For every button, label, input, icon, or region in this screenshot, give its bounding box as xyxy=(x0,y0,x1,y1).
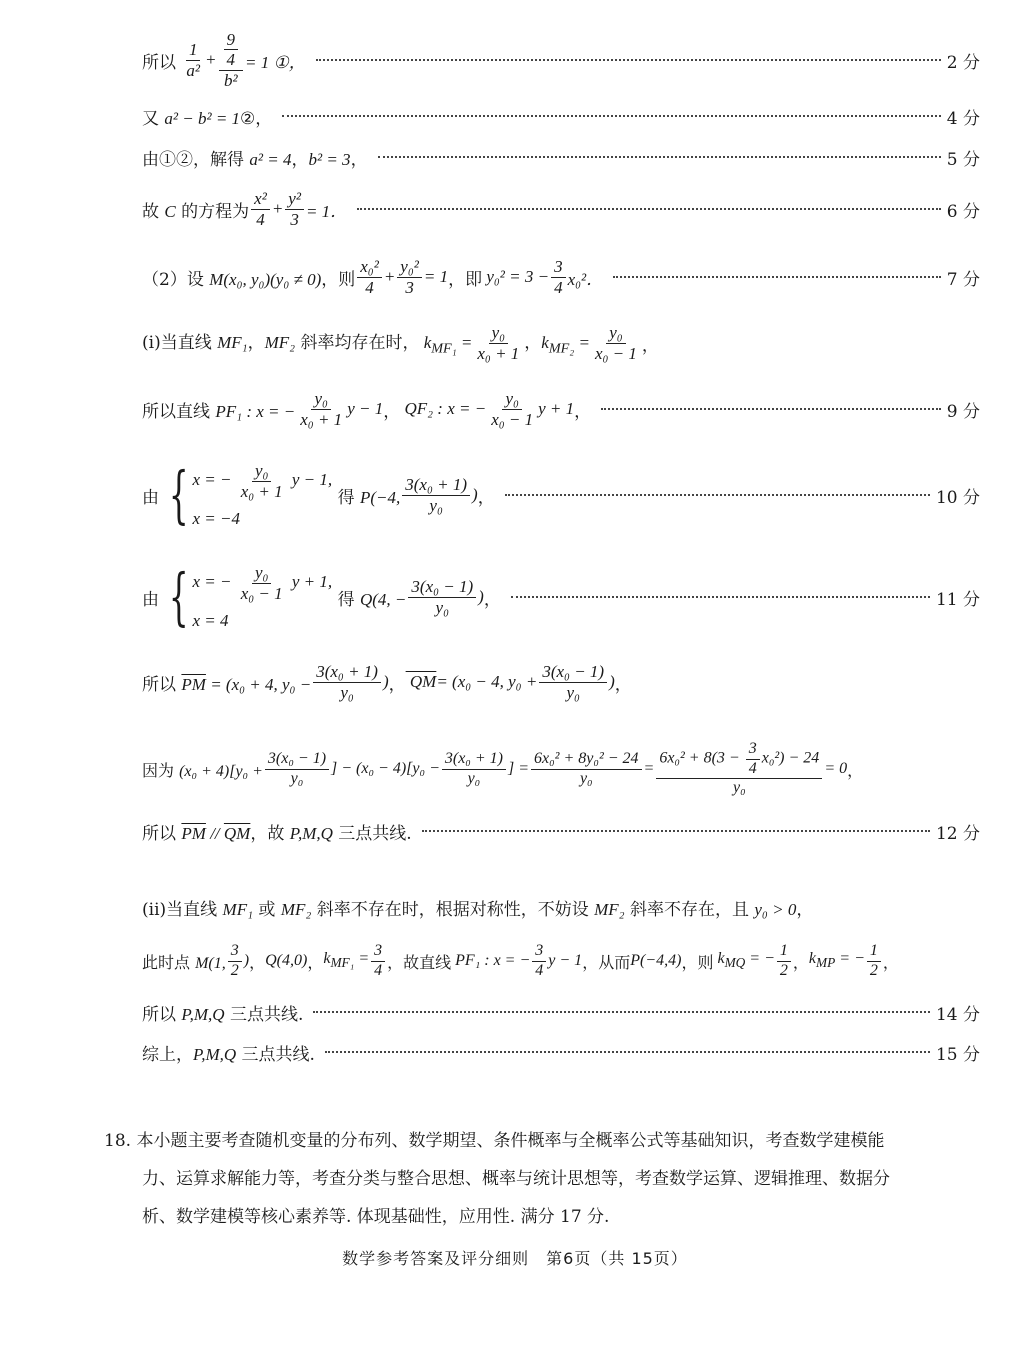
section-text-line-1: 本小题主要考查随机变量的分布列、数学期望、条件概率与全概率公式等基础知识，考查数学建模能 xyxy=(136,1131,885,1151)
score-label: 10 分 xyxy=(935,487,980,508)
section-number: 18. xyxy=(104,1131,132,1151)
solution-line-11: 因为 (x₀ + 4)[y₀ + $\frac{\text{3(x₀ − 1)}}{\text{y₀}}$ ] − (x₀ − 4)[y₀ − $\frac{\text{3(x₀ + 1)}}{\text{y₀}}$ ] = $\frac{\text{6x₀² + 8y₀² − 24}}{\text{y₀}}$ = 6x₀² + 8(3 − $\frac{3}{4}$ x₀²) − 24 y₀ = 0 ， xyxy=(142,740,864,797)
section-text-line-3: 析、数学建模等核心素养等. 体现基础性，应用性. 满分 17 分. xyxy=(142,1207,610,1227)
score-label: 6 分 xyxy=(946,201,980,222)
score-label: 14 分 xyxy=(935,1004,980,1025)
solution-line-13: (ii)当直线 MF₁ 或 MF₂ 斜率不存在时，根据对称性，不妨设 MF₂ 斜率不存在，且 y₀ > 0， xyxy=(142,899,814,920)
score-label: 9 分 xyxy=(946,401,980,422)
solution-line-5: （2）设 M(x₀, y₀)(y₀ ≠ 0)，则 $\frac{\text{x₀²}}{4}$ + $\frac{\text{y₀²}}{3}$ = 1 ，即 y₀² = 3 − $\frac{3}{4}$ x₀²． 7 分 xyxy=(142,256,980,297)
solution-line-10: 所以 $\overline{PM} = (x_0 + 4$, y₀ − $\frac{\text{3(x₀ + 1)}}{\text{y₀}}$ ) ， QM = (x₀ − 4, y₀ + $\frac{\text{3(x₀ − 1)}}{\text{y₀}}$ ) ， xyxy=(142,661,632,702)
section-text-line-2: 力、运算求解能力等，考查分类与整合思想、概率与统计思想等，考查数学运算、逻辑推理、数据分 xyxy=(142,1169,890,1189)
solution-line-9: 由 { x = − $\frac{\text{y₀}}{\text{x₀ − 1}}$ y + 1, x = 4 得 Q(4, − $\frac{\text{3(x₀ − 1)}}{\text{y₀}}$ ) ， 11 分 xyxy=(142,560,980,634)
solution-line-4: 故 C 的方程为 $\frac{\text{x²}}{4}$ + $\frac{\text{y²}}{3}$ = 1． 6 分 xyxy=(142,188,980,229)
solution-line-8: 由 { x = − $\frac{\text{y₀}}{\text{x₀ + 1}}$ y − 1, x = −4 得 P(−4, $\frac{\text{3(x₀ + 1)}}{\text{y₀}}$ ) ， 10 分 xyxy=(142,458,980,532)
solution-line-3: 由①②，解得 a² = 4，b² = 3， 5 分 xyxy=(142,143,980,171)
solution-line-14: 此时点 M(1, $\frac{3}{2}$ ) ， Q(4,0) ， $k_{MF_1}$ = $\frac{3}{4}$ ，故直线 PF₁ : x = − $\frac{3}{4}$ y − 1 ，从而 P(−4,4) ，则 $k_{MQ}$ = − $\frac{1}{2}$ ， $k_{MP}$ = − $\frac{1}{2}$ ， xyxy=(142,942,899,979)
score-label: 2 分 xyxy=(946,52,980,73)
score-label: 15 分 xyxy=(935,1044,980,1065)
solution-line-16: 综上，P,M,Q 三点共线. 15 分 xyxy=(142,1038,980,1066)
page-footer: 数学参考答案及评分细则 第6页（共 15页） xyxy=(342,1249,688,1268)
solution-line-12: 所以 $\overline{PM} // \overline{QM}$，故 P,M,Q 三点共线. 12 分 xyxy=(142,817,980,845)
score-label: 7 分 xyxy=(946,269,980,290)
solution-line-2: 又 a² − b² = 1②， 4 分 xyxy=(142,102,980,130)
score-label: 5 分 xyxy=(946,149,980,170)
score-label: 11 分 xyxy=(935,589,980,610)
score-label: 12 分 xyxy=(935,823,980,844)
solution-line-1: 所以 $\frac{1}{\text{a²}}$ + $\frac{\frac{9}{4}}{\text{b²}}$ = 1 ①， 2 分 xyxy=(142,29,980,90)
section-18-intro xyxy=(104,1122,984,1236)
solution-line-6: (i)当直线 MF₁，MF₂ 斜率均存在时， $k_{MF_1}$ = $\frac{\text{y₀}}{\text{x₀ + 1}}$ ，$k_{MF_2}$ = $\frac{\text{y₀}}{\text{x₀ − 1}}$ ， xyxy=(142,322,659,363)
solution-line-7: 所以直线 PF₁ : x = − $\frac{\text{y₀}}{\text{x₀ + 1}}$ y − 1 ， QF₂ : x = − $\frac{\text{y₀}}{\text{x₀ − 1}}$ y + 1 ， 9 分 xyxy=(142,388,980,429)
solution-line-15: 所以 P,M,Q 三点共线. 14 分 xyxy=(142,998,980,1026)
score-label: 4 分 xyxy=(946,108,980,129)
